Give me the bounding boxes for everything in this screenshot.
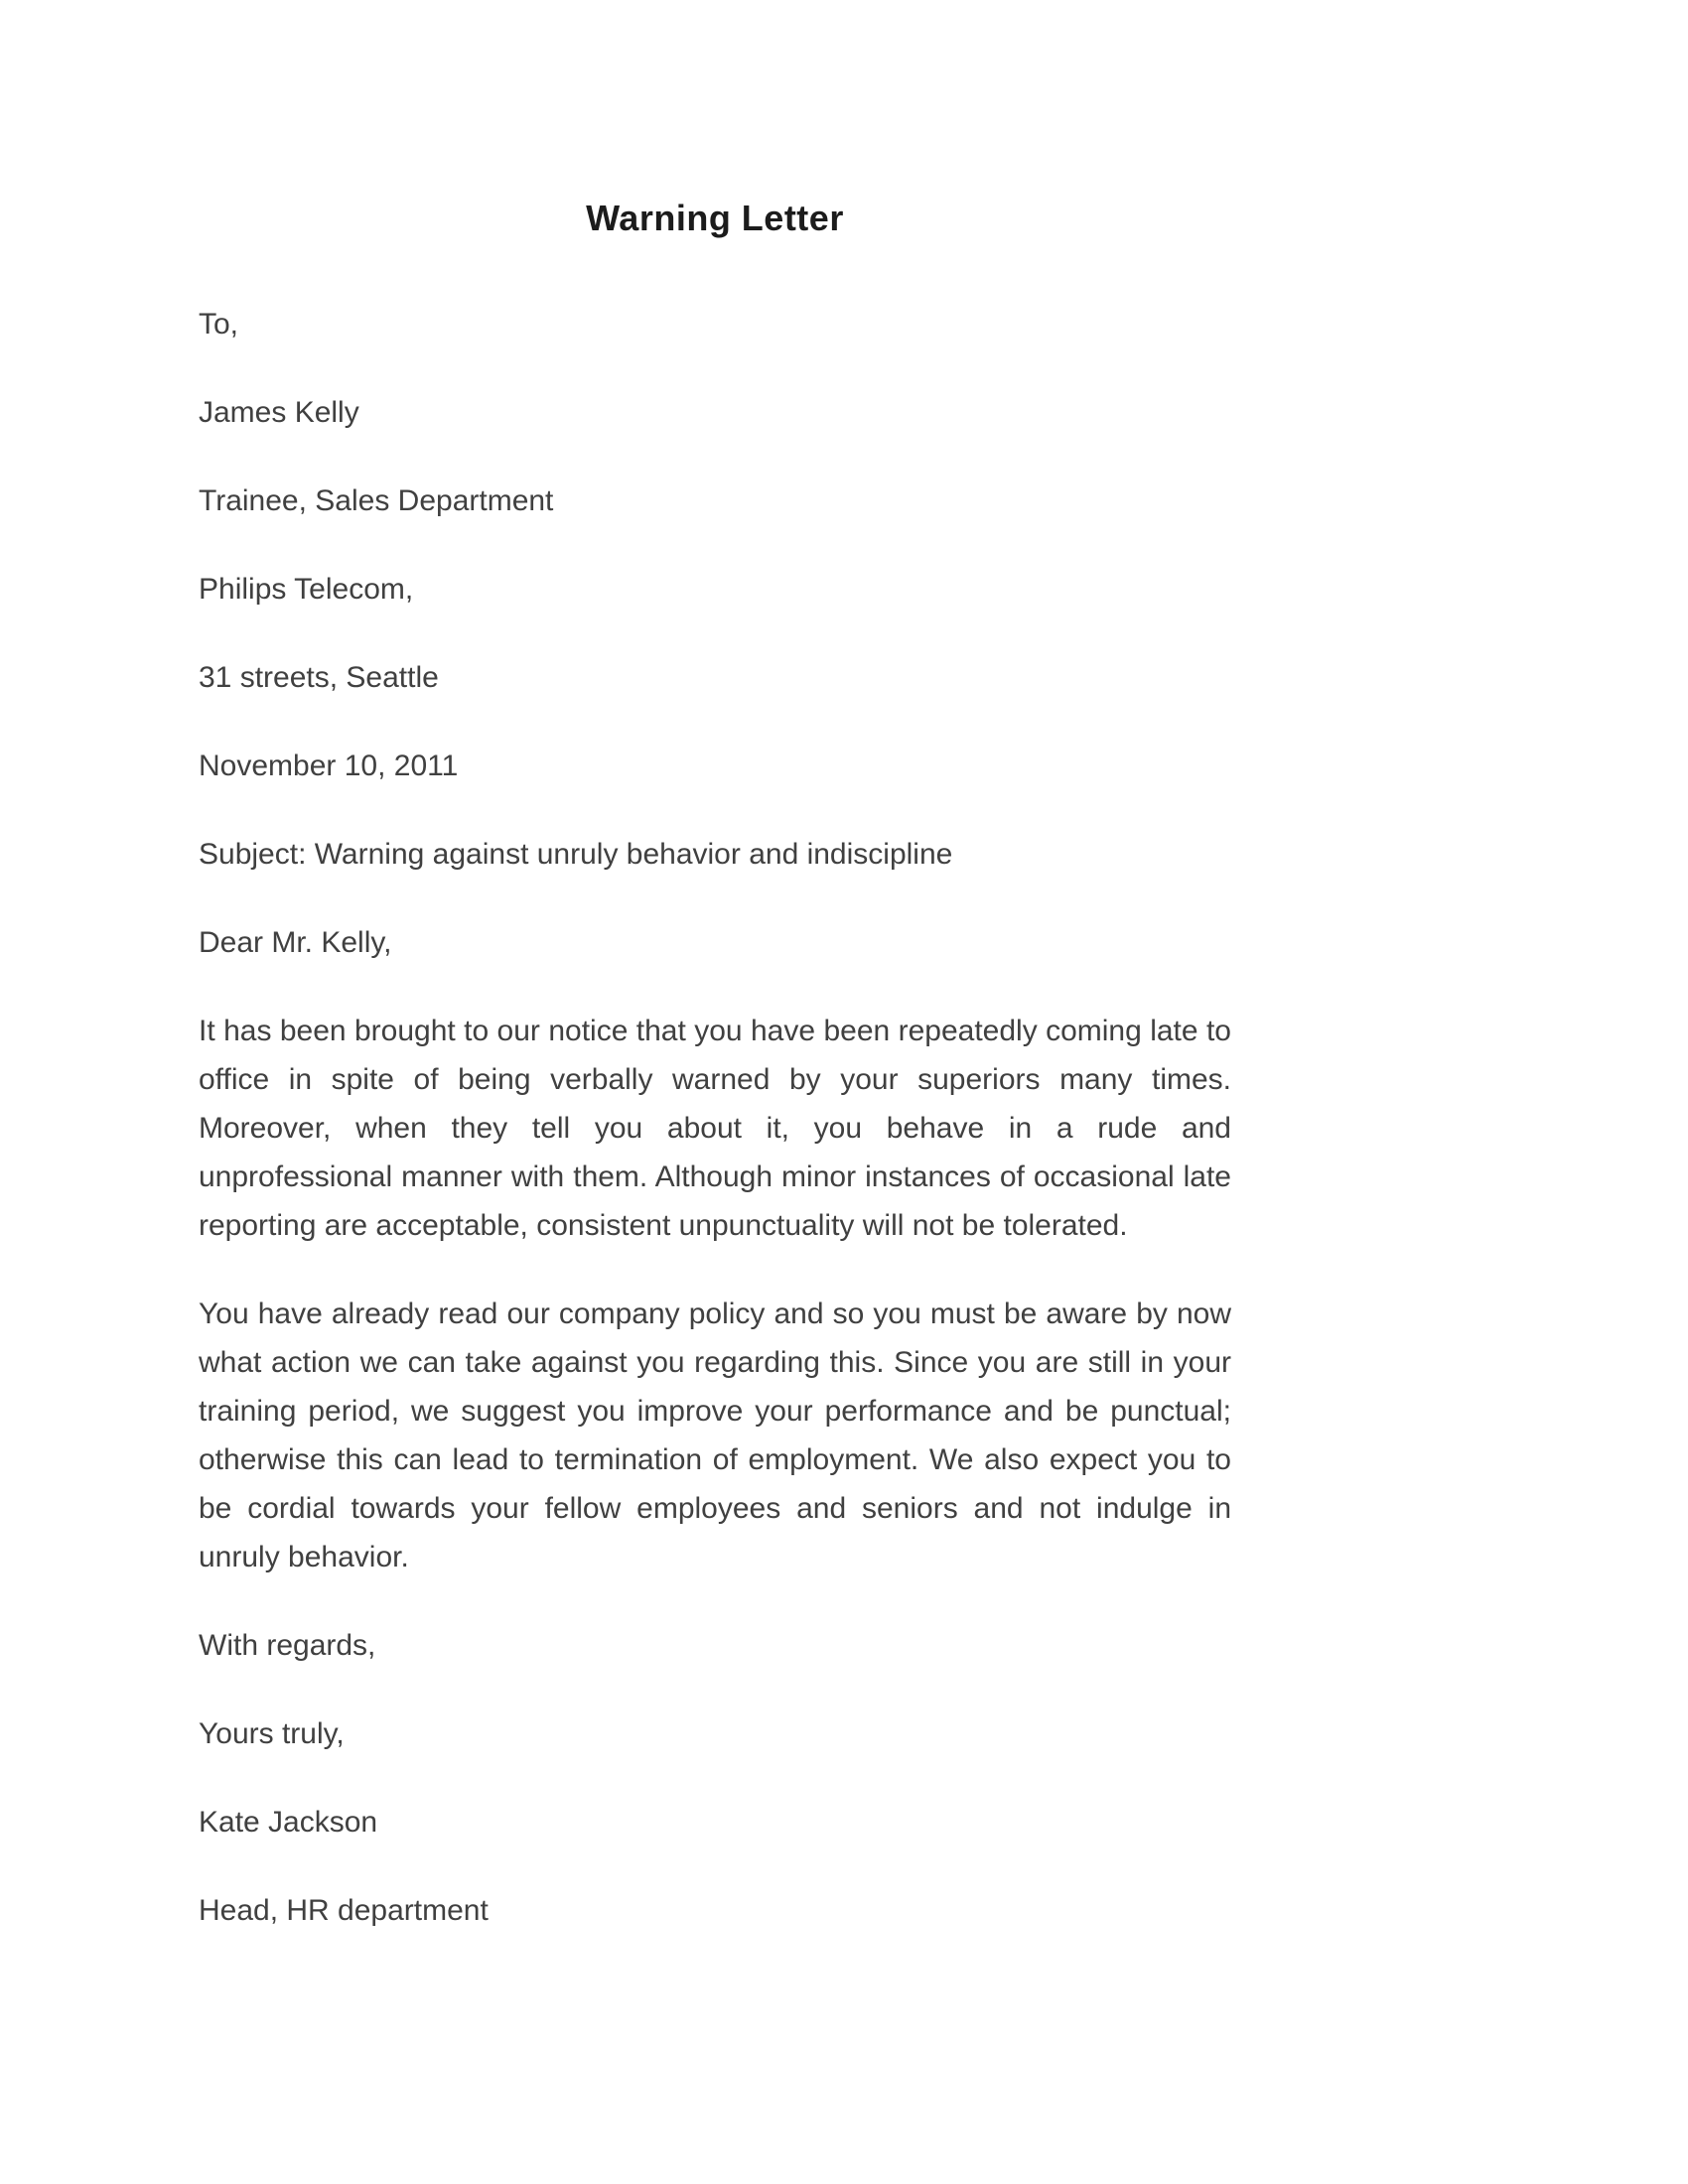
letter-content [199,195,1231,1975]
closing-line-yours-truly: Yours truly, [199,1717,345,1750]
recipient-line-to: To, [199,308,239,341]
salutation-line: Dear Mr. Kelly, [199,926,392,959]
recipient-line-company: Philips Telecom, [199,573,414,606]
body-paragraph-2: You have already read our company policy and so you must be aware by now what action we can take against you regarding this. Since you are still in your training period, we suggest you improve your performance and be punctual; otherwise this can lead to termination of employment. We also expect you to be cordial towards your fellow employees and seniors and not indulge in unruly behavior. [199,1297,1231,1573]
recipient-line-role: Trainee, Sales Department [199,484,554,517]
closing-line-signature-title: Head, HR department [199,1894,489,1927]
closing-line-regards: With regards, [199,1629,376,1662]
date-line: November 10, 2011 [199,750,459,782]
body-paragraph-1: It has been brought to our notice that you have been repeatedly coming late to office in spite of being verbally warned by your superiors many times. Moreover, when they tell you about it, you behave in a rude and unprofessional manner with them. Although minor instances of occasional late reporting are acceptable, consistent unpunctuality will not be tolerated. [199,1015,1231,1242]
letter-title: Warning Letter [586,198,844,238]
recipient-line-address: 31 streets, Seattle [199,661,439,694]
subject-line: Subject: Warning against unruly behavior and indiscipline [199,838,953,871]
recipient-line-name: James Kelly [199,396,359,429]
closing-line-signature-name: Kate Jackson [199,1806,378,1839]
